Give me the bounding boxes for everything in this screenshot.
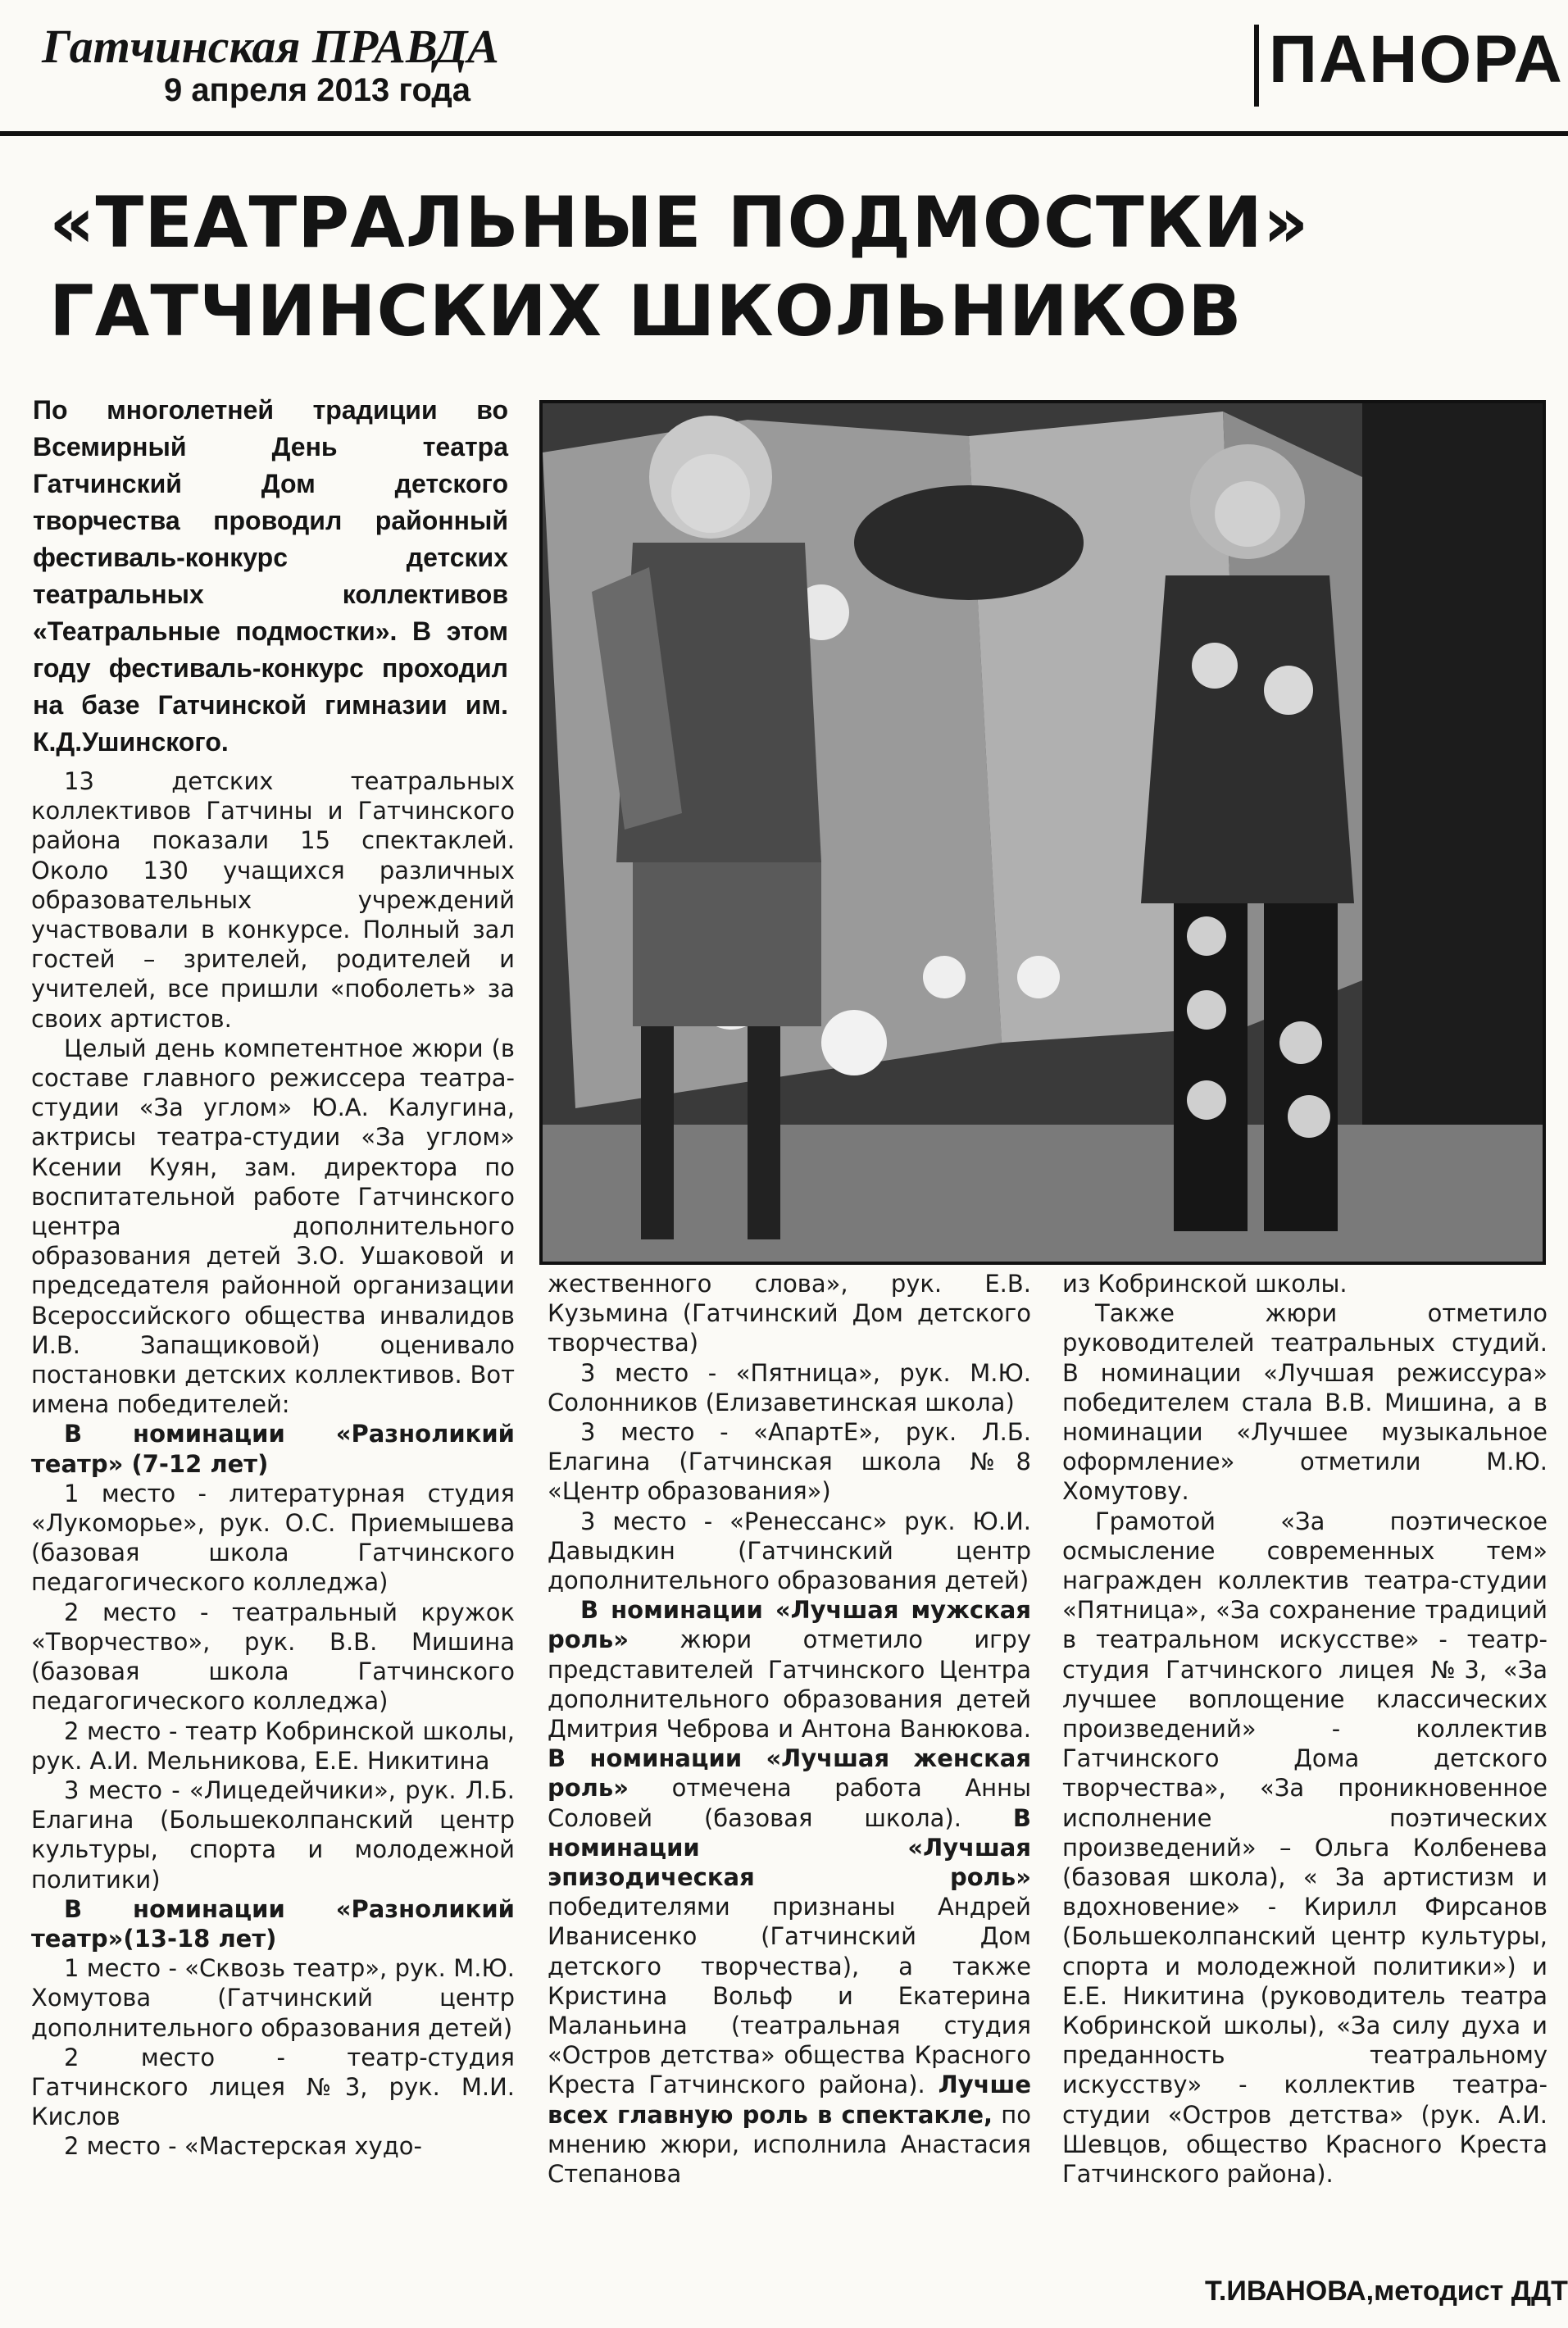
paragraph bbox=[548, 1595, 1031, 2189]
masthead-rule bbox=[0, 131, 1568, 136]
headline-line-2: ГАТЧИНСКИХ ШКОЛЬНИКОВ bbox=[49, 271, 1243, 352]
stage-photo bbox=[543, 403, 1543, 1262]
nomination-heading: В номинации «Разноликий театр» (7-12 лет) bbox=[31, 1420, 515, 1478]
paragraph: 2 место - театральный кружок «Творчество», рук. В.В. Мишина (базовая школа Гатчинского педагогического колледжа) bbox=[31, 1598, 515, 1716]
headline-line-1: «ТЕАТРАЛЬНЫЕ ПОДМОСТКИ» bbox=[49, 182, 1310, 264]
paragraph: 2 место - театр-студия Гатчинского лицея №3, рук. М.И. Кислов bbox=[31, 2043, 515, 2131]
nomination-male-role: В номинации «Лучшая мужская роль» bbox=[548, 1596, 1031, 1654]
paragraph: 1 место - литературная студия «Лукоморье», рук. О.С. Приемышева (базовая школа Гатчинского педагогического колледжа) bbox=[31, 1479, 515, 1597]
nomination-episodic-role: В номинации «Лучшая эпизодическая роль» bbox=[548, 1803, 1031, 1892]
article-lead: По многолетней традиции во Всемирный День театра Гатчинский Дом детского творчества проводил районный фестиваль-конкурс детских театральных коллективов «Театральные подмостки». В этом году фестиваль-конкурс проходил на базе Гатчинской гимназии им. К.Д.Ушинского. bbox=[33, 395, 508, 757]
article-column-3 bbox=[1062, 1269, 1548, 2189]
paragraph: Также жюри отметило руководителей театральных студий. В номинации «Лучшая режиссура» победителем стала В.В. Мишина, а в номинации «Лучшее музыкальное оформление» отметили М.Ю. Хомутову. bbox=[1062, 1299, 1548, 1506]
section-rubric bbox=[1254, 25, 1568, 107]
paragraph: Целый день компетентное жюри (в составе главного режиссера театра-студии «За углом» Ю.А. Калугина, актрисы театра-студии «За углом» Ксении Куян, зам. директора по воспитательной работе Гатчинского центра дополнительного образования детей З.О. Ушаковой и председателя районной организации Всероссийского общества инвалидов И.В. Запащиковой) оценивало постановки детских коллективов. Вот имена победителей: bbox=[31, 1034, 515, 1419]
article-headline bbox=[49, 179, 1443, 356]
paragraph-text: жюри отметило игру представителей Гатчинского Центра дополнительного образования детей Дмитрия Чеброва и Антона Ванюкова. bbox=[548, 1626, 1031, 1744]
article-column-1 bbox=[31, 766, 515, 2162]
paragraph: 3 место - «Ренессанс» рук. Ю.И. Давыдкин (Гатчинский центр дополнительного образования детей) bbox=[548, 1507, 1031, 1595]
paragraph: 2 место - театр Кобринской школы, рук. А.И. Мельникова, Е.Е. Никитина bbox=[31, 1716, 515, 1775]
paragraph-text: отмечена работа Анны Соловей (базовая школа). bbox=[548, 1774, 1032, 1832]
issue-date: 9 апреля 2013 года bbox=[163, 72, 471, 108]
author-signature: Т.ИВАНОВА,методист ДДТ bbox=[1205, 2276, 1568, 2307]
nomination-female-role: В номинации «Лучшая женская роль» bbox=[548, 1744, 1031, 1803]
paragraph: 3 место - «Лицедейчики», рук. Л.Б. Елагина (Большеколпанский центр культуры, спорта и молодежной политики) bbox=[31, 1776, 515, 1894]
paragraph: 13 детских театральных коллективов Гатчины и Гатчинского района показали 15 спектаклей. Около 130 учащихся различных образовательных учреждений участвовали в конкурсе. Полный зал гостей – зрителей, родителей и учителей, все пришли «поболеть» за своих артистов. bbox=[31, 767, 515, 1033]
paragraph: 3 место - «АпартЕ», рук. Л.Б. Елагина (Гатчинская школа №8 «Центр образования») bbox=[548, 1418, 1031, 1506]
newspaper-name: Гатчинская ПРАВДА bbox=[42, 20, 499, 73]
rubric-divider bbox=[1254, 25, 1259, 107]
paragraph-text: победителями признаны Андрей Иванисенко (Гатчинский Дом детского творчества), а также Кристина Вольф и Екатерина Маланьина (театральная студия «Остров детства» общества Красного Креста Гатчинского района). bbox=[548, 1893, 1031, 2099]
paragraph: 3 место - «Пятница», рук. М.Ю. Солонников (Елизаветинская школа) bbox=[548, 1358, 1031, 1416]
best-lead-role: Лучше всех главную роль в спектакле, bbox=[548, 2071, 1031, 2129]
nomination-heading: В номинации «Разноликий театр»(13-18 лет) bbox=[31, 1894, 515, 1953]
paragraph: 2 место - «Мастерская худо- bbox=[64, 2132, 422, 2161]
paragraph: 1 место - «Сквозь театр», рук. М.Ю. Хомутова (Гатчинский центр дополнительного образования детей) bbox=[31, 1954, 515, 2042]
paragraph: жественного слова», рук. Е.В. Кузьмина (Гатчинский Дом детского творчества) bbox=[548, 1270, 1031, 1357]
paragraph-text: по мнению жюри, исполнила Анастасия Степанова bbox=[548, 2100, 1031, 2189]
article-column-2 bbox=[548, 1269, 1031, 2189]
article-photo bbox=[539, 400, 1546, 1265]
rubric-label: ПАНОРА bbox=[1269, 25, 1564, 97]
paragraph: Грамотой «За поэтическое осмысление современных тем» награжден коллектив театра-студии «Пятница», «За сохранение традиций в театральном искусстве» - театр-студия Гатчинского лицея №3, «За лучшее воплощение классических произведений» - коллектив Гатчинского Дома детского творчества», «За проникновенное исполнение поэтических произведений» – Ольга Колбенева (базовая школа), « За артистизм и вдохновение» - Кирилл Фирсанов (Большеколпанский центр культуры, спорта и молодежной политики») и Е.Е. Никитина (руководитель театра Кобринской школы), «За силу духа и преданность театральному искусству» - коллектив театра-студии «Остров детства» (рук. А.И. Шевцов, общество Красного Креста Гатчинского района). bbox=[1062, 1507, 1548, 2189]
paragraph: из Кобринской школы. bbox=[1062, 1270, 1348, 1298]
